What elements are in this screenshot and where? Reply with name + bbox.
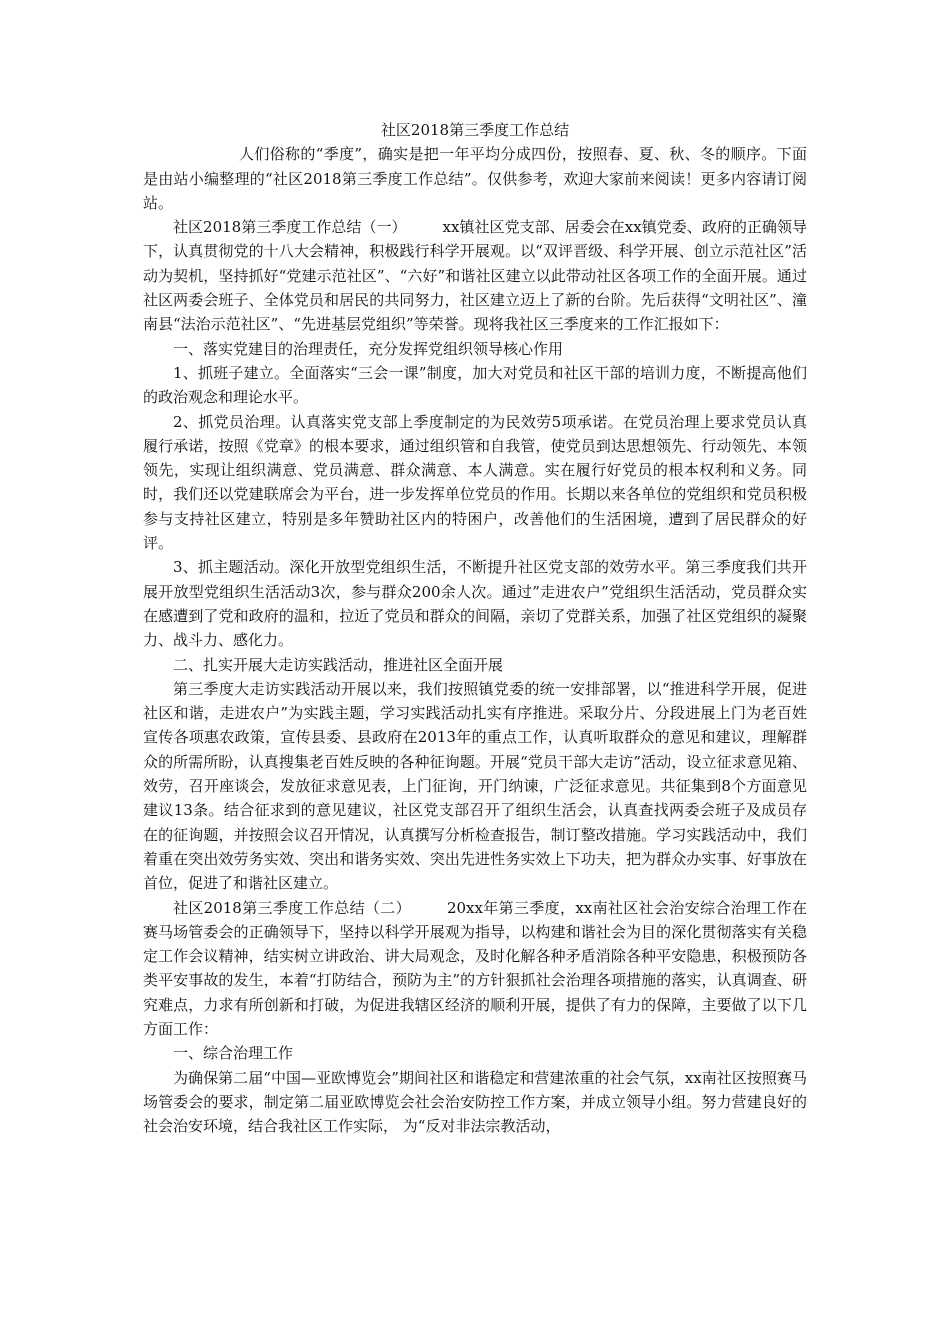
intro-paragraph: 人们俗称的“季度”，确实是把一年平均分成四份，按照春、夏、秋、冬的顺序。下面是由站小编整理的“社区2018第三季度工作总结”。仅供参考，欢迎大家前来阅读！更多内容请订阅站。 xyxy=(143,145,807,212)
item3-paragraph: 3、抓主题活动。深化开放型党组织生活，不断提升社区党支部的效劳水平。第三季度我们共开展开放型党组织生活活动3次，参与群众200余人次。通过”走进农户”党组织生活活动，党员群众实在感遭到了党和政府的温和，拉近了党员和群众的间隔，亲切了党群关系，加强了社区党组织的凝聚力、战斗力、感化力。 xyxy=(143,558,807,650)
section1-title: 一、落实党建目的治理责任，充分发挥党组织领导核心作用 xyxy=(173,339,564,358)
section2-title: 二、扎实开展大走访实践活动，推进社区全面开展 xyxy=(173,655,504,674)
part2-paragraph xyxy=(143,896,807,1042)
item1-paragraph: 1、抓班子建立。全面落实“三会一课”制度，加大对党员和社区干部的培训力度，不断提高他们的政治观念和理论水平。 xyxy=(143,363,807,407)
item2-paragraph: 2、抓党员治理。认真落实党支部上季度制定的为民效劳5项承诺。在党员治理上要求党员认真履行承诺，按照《党章》的根本要求，通过组织管和自我管，使党员到达思想领先、行动领先、本领领先，实现让组织满意、党员满意、群众满意、本人满意。实在履行好党员的根本权利和义务。同时，我们还以党建联席会为平台，进一步发挥单位党员的作用。长期以来各单位的党组织和党员积极参与支持社区建立，特别是多年赞助社区内的特困户，改善他们的生活困境，遭到了居民群众的好评。 xyxy=(143,412,807,553)
section3-title: 一、综合治理工作 xyxy=(173,1044,294,1063)
section2-paragraph: 第三季度大走访实践活动开展以来，我们按照镇党委的统一安排部署，以“推进科学开展，促进社区和谐，走进农户”为实践主题，学习实践活动扎实有序推进。采取分片、分段进展上门为老百姓宣传各项惠农政策，宣传县委、县政府在2013年的重点工作，认真听取群众的意见和建议，理解群众的所需所盼，认真搜集老百姓反映的各种征询题。开展“党员干部大走访”活动，设立征求意见箱、效劳，召开座谈会，发放征求意见表，上门征询，开门纳谏，广泛征求意见。共征集到8个方面意见建议13条。结合征求到的意见建议，社区党支部召开了组织生活会，认真查找两委会班子及成员存在的征询题，并按照会议召开情况，认真撰写分析检查报告，制订整改措施。学习实践活动中，我们着重在突出效劳务实效、突出和谐务实效、突出先进性务实效上下功夫，把为群众办实事、好事放在首位，促进了和谐社区建立。 xyxy=(143,679,807,893)
part2-heading: 社区2018第三季度工作总结（二） xyxy=(173,898,411,917)
document-page xyxy=(143,118,807,1138)
document-title: 社区2018第三季度工作总结 xyxy=(380,121,570,139)
part2-lead: 20xx年第三季度，xx南社区社会治安综合治理工作在赛马场管委会的正确领导下，坚持以科学开展观为指导，以构建和谐社会为目的深化贯彻落实有关稳定工作会议精神，结实树立讲政治、讲大局观念，及时化解各种矛盾消除各种平安隐患，积极预防各类平安事故的发生，本着“打防结合，预防为主”的方针狠抓社会治理各项措施的落实，认真调查、研究难点，力求有所创新和打破，为促进我辖区经济的顺利开展，提供了有力的保障，主要做了以下几方面工作： xyxy=(143,898,807,1038)
section3-paragraph: 为确保第二届“中国—亚欧博览会”期间社区和谐稳定和营建浓重的社会气氛，xx南社区按照赛马场管委会的要求，制定第二届亚欧博览会社会治安防控工作方案，并成立领导小组。努力营建良好的社会治安环境，结合我社区工作实际， 为“反对非法宗教活动， xyxy=(143,1068,807,1136)
part1-heading: 社区2018第三季度工作总结（一） xyxy=(173,218,407,237)
part1-lead: xx镇社区党支部、居委会在xx镇党委、政府的正确领导下，认真贯彻党的十八大会精神，积极践行科学开展观。以“双评晋级、科学开展、创立示范社区”活动为契机，坚持抓好“党建示范社区”、“六好”和谐社区建立以此带动社区各项工作的全面开展。通过社区两委会班子、全体党员和居民的共同努力，社区建立迈上了新的台阶。先后获得“文明社区”、潼南县“法治示范社区”、“先进基层党组织”等荣誉。现将我社区三季度来的工作汇报如下： xyxy=(143,218,807,334)
part1-paragraph xyxy=(143,215,807,336)
